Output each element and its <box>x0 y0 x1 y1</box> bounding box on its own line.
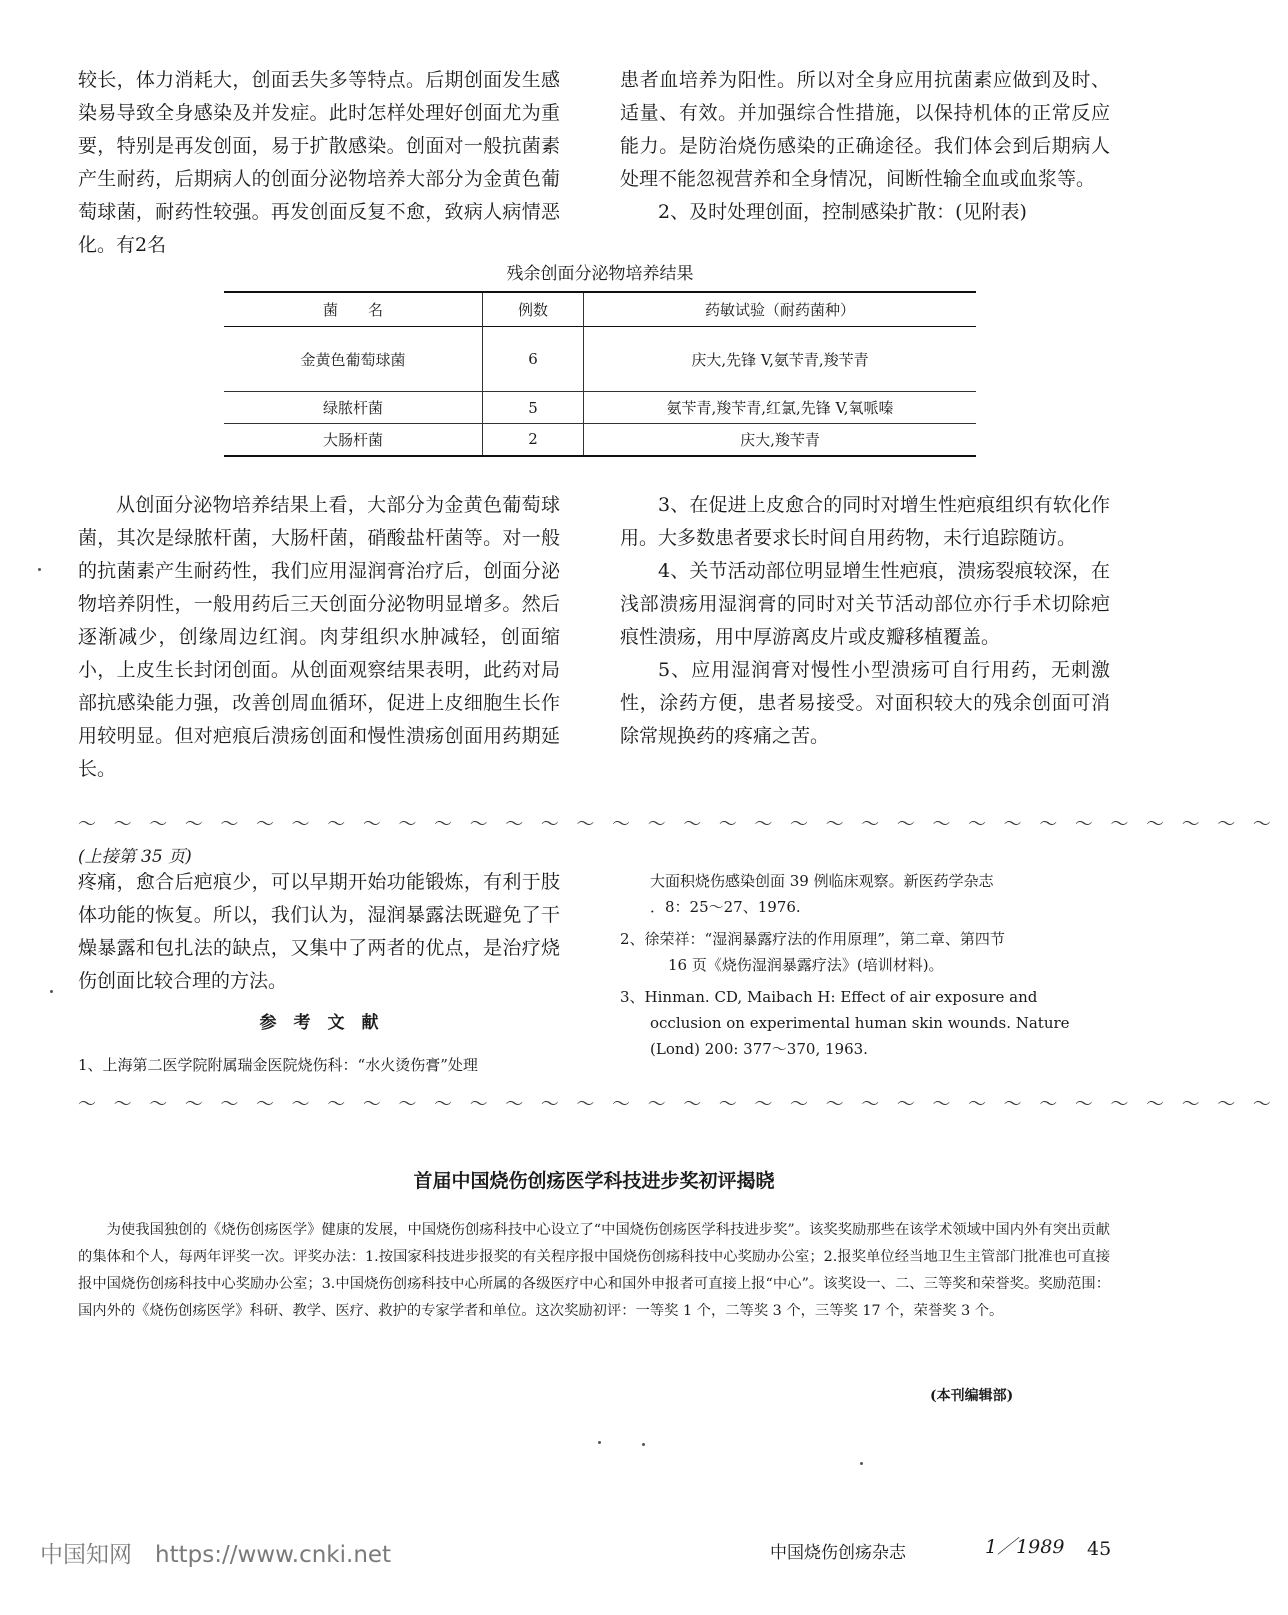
body-paragraph: 较长，体力消耗大，创面丢失多等特点。后期创面发生感染易导致全身感染及并发症。此时怎样处理好创面尤为重要，特别是再发创面，易于扩散感染。创面对一般抗菌素产生耐药，后期病人的创面分泌物培养大部分为金黄色葡萄球菌，耐药性较强。再发创面反复不愈，致病人病情恶化。有2名 <box>78 69 560 256</box>
table-title: 残余创面分泌物培养结果 <box>506 264 694 284</box>
right-column-top <box>620 64 1110 229</box>
reference-line: 1、上海第二医学院附属瑞金医院烧伤科：“水火烫伤膏”处理 <box>78 1056 478 1074</box>
continued-column <box>78 866 560 998</box>
table-cell: 庆大,先锋 V,氨苄青,羧苄青 <box>584 327 977 392</box>
table-row <box>224 327 976 392</box>
reference-line: occlusion on experimental human skin wounds. Nature <box>650 1014 1070 1032</box>
table-cell: 大肠杆菌 <box>322 430 383 449</box>
left-column-top <box>78 64 560 262</box>
references-right-column <box>620 868 1110 1062</box>
left-column-middle <box>78 489 560 786</box>
cnki-watermark: 中国知网 https://www.cnki.net <box>40 1542 392 1568</box>
table-cell: 金黄色葡萄球菌 <box>300 350 406 369</box>
list-item: 3、在促进上皮愈合的同时对增生性疤痕组织有软化作用。大多数患者要求长时间自用药物，未行追踪随访。 <box>620 494 1110 549</box>
editor-signature: (本刊编辑部) <box>930 1388 1014 1404</box>
table-cell: 2 <box>483 424 584 456</box>
table-row <box>224 392 976 424</box>
list-item: 2、及时处理创面，控制感染扩散：(见附表) <box>658 201 1027 223</box>
list-item: 4、关节活动部位明显增生性疤痕，溃疡裂痕较深，在浅部溃疡用湿润膏的同时对关节活动部位亦行手术切除疤痕性溃疡，用中厚游离皮片或皮瓣移植覆盖。 <box>620 560 1110 648</box>
references-heading: 参 考 文 献 <box>259 1013 379 1033</box>
reference-line: 16 页《烧伤湿润暴露疗法》(培训材料)。 <box>668 956 944 974</box>
scan-speck <box>38 568 41 571</box>
table-header-cell: 药敏试验（耐药菌种） <box>584 292 977 327</box>
culture-results-table <box>224 291 976 457</box>
reference-1-start <box>78 1052 568 1078</box>
table-cell: 庆大,羧苄青 <box>584 424 977 456</box>
list-item: 5、应用湿润膏对慢性小型溃疡可自行用药，无刺激性，涂药方便，患者易接受。对面积较大的残余创面可消除常规换药的疼痛之苦。 <box>620 659 1110 747</box>
tilde-separator: ～～～～～～～～～～～～～～～～～～～～～～～～～～～～～～～～～～ <box>78 814 1288 835</box>
scan-speck <box>860 1462 863 1465</box>
table-cell: 5 <box>483 392 584 424</box>
tilde-separator: ～～～～～～～～～～～～～～～～～～～～～～～～～～～～～～～～～～ <box>78 1094 1288 1115</box>
body-paragraph: 患者血培养为阳性。所以对全身应用抗菌素应做到及时、适量、有效。并加强综合性措施，以保持机体的正常反应能力。是防治烧伤感染的正确途径。我们体会到后期病人处理不能忽视营养和全身情况，间断性输全血或血浆等。 <box>620 69 1110 190</box>
table-header-cell: 菌 名 <box>322 301 383 319</box>
scan-speck <box>642 1443 645 1446</box>
page-number: 45 <box>1087 1538 1112 1560</box>
scan-speck <box>598 1441 601 1444</box>
table-row <box>224 424 976 456</box>
reference-line: 2、徐荣祥：“湿润暴露疗法的作用原理”，第二章、第四节 <box>620 930 1005 948</box>
body-paragraph: 从创面分泌物培养结果上看，大部分为金黄色葡萄球菌，其次是绿脓杆菌，大肠杆菌，硝酸盐杆菌等。对一般的抗菌素产生耐药性，我们应用湿润膏治疗后，创面分泌物培养阴性，一般用药后三天创面分泌物明显增多。然后逐渐减少，创缘周边红润。肉芽组织水肿减轻，创面缩小，上皮生长封闭创面。从创面观察结果表明，此药对局部抗感染能力强，改善创周血循环，促进上皮细胞生长作用较明显。但对疤痕后溃疡创面和慢性溃疡创面用药期延长。 <box>78 494 560 780</box>
right-column-middle <box>620 489 1110 753</box>
table-cell: 6 <box>483 327 584 392</box>
scan-speck <box>50 990 53 993</box>
continued-label: (上接第 35 页) <box>78 847 192 867</box>
table-header-row <box>224 292 976 327</box>
issue-number: 1／1989 <box>985 1536 1065 1558</box>
reference-line: ．8：25～27、1976. <box>650 898 801 916</box>
reference-line: (Lond) 200: 377～370, 1963. <box>650 1040 868 1058</box>
reference-line: 大面积烧伤感染创面 39 例临床观察。新医药学杂志 <box>650 872 994 890</box>
table-cell: 氨苄青,羧苄青,红氯,先锋 V,氧哌嗪 <box>584 392 977 424</box>
table-header-cell: 例数 <box>483 292 584 327</box>
news-body: 为使我国独创的《烧伤创疡医学》健康的发展，中国烧伤创疡科技中心设立了“中国烧伤创疡医学科技进步奖”。该奖奖励那些在该学术领域中国内外有突出贡献的集体和个人，每两年评奖一次。评奖办法：1.按国家科技进步报奖的有关程序报中国烧伤创疡科技中心奖励办公室；2.报奖单位经当地卫生主管部门批准也可直接报中国烧伤创疡科技中心奖励办公室；3.中国烧伤创疡科技中心所属的各级医疗中心和国外申报者可直接上报“中心”。该奖设一、二、三等奖和荣誉奖。奖励范围：国内外的《烧伤创疡医学》科研、教学、医疗、救护的专家学者和单位。这次奖励初评：一等奖 1 个，二等奖 3 个，三等奖 17 个，荣誉奖 3 个。 <box>78 1222 1110 1319</box>
news-title: 首届中国烧伤创疡医学科技进步奖初评揭晓 <box>413 1170 775 1192</box>
body-paragraph: 疼痛，愈合后疤痕少，可以早期开始功能锻炼，有利于肢体功能的恢复。所以，我们认为，湿润暴露法既避免了干燥暴露和包扎法的缺点，又集中了两者的优点，是治疗烧伤创面比较合理的方法。 <box>78 871 560 992</box>
reference-line: 3、Hinman. CD, Maibach H: Effect of air exposure and <box>620 988 1038 1006</box>
table-cell: 绿脓杆菌 <box>322 399 383 417</box>
journal-name: 中国烧伤创疡杂志 <box>770 1543 906 1563</box>
